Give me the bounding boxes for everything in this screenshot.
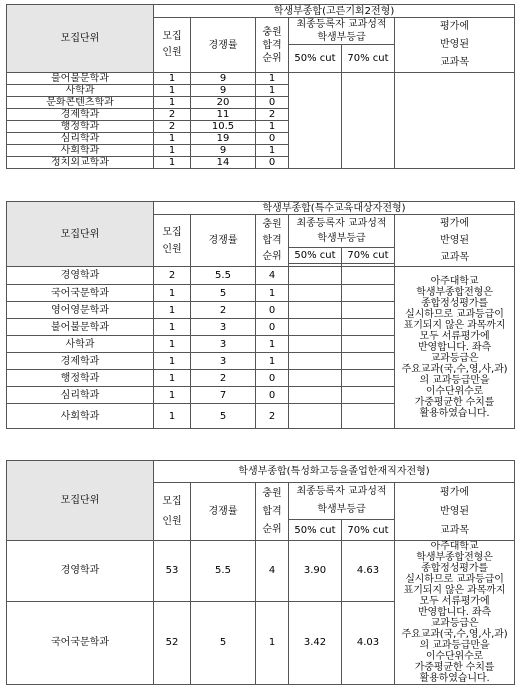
quota-cell: 1 <box>154 145 191 157</box>
header-cut50: 50% cut <box>289 45 342 73</box>
quota-cell: 1 <box>154 387 191 404</box>
waitlist-cell: 0 <box>256 370 289 387</box>
competition-cell: 3 <box>191 336 256 353</box>
quota-cell: 1 <box>154 97 191 109</box>
waitlist-cell: 2 <box>256 404 289 429</box>
competition-cell: 11 <box>191 109 256 121</box>
quota-cell: 1 <box>154 404 191 429</box>
unit-cell: 경영학과 <box>7 267 154 285</box>
unit-cell: 국어국문학과 <box>7 285 154 302</box>
header-quota: 모집 인원 <box>154 483 191 541</box>
waitlist-cell: 4 <box>256 541 289 602</box>
header-cut50: 50% cut <box>289 247 342 263</box>
waitlist-cell: 0 <box>256 387 289 404</box>
header-waitlist: 충원 합격 순위 <box>256 483 289 541</box>
header-cut70: 70% cut <box>342 247 395 263</box>
unit-cell: 사회학과 <box>7 404 154 429</box>
unit-cell: 사학과 <box>7 336 154 353</box>
unit-cell: 정치외교학과 <box>7 157 154 169</box>
competition-cell: 3 <box>191 353 256 370</box>
header-quota: 모집 인원 <box>154 215 191 267</box>
quota-cell: 2 <box>154 267 191 285</box>
unit-cell: 사학과 <box>7 85 154 97</box>
quota-cell: 1 <box>154 85 191 97</box>
header-quota: 모집 인원 <box>154 18 191 73</box>
cut50-cell: 3.42 <box>289 601 342 684</box>
header-unit: 모집단위 <box>7 5 154 73</box>
quota-cell: 1 <box>154 302 191 319</box>
unit-cell: 불어불문학과 <box>7 73 154 85</box>
competition-cell: 3 <box>191 319 256 336</box>
cut50-cell <box>289 267 342 285</box>
header-subjects: 평가에 반영된 교과목 <box>395 483 515 541</box>
competition-cell: 5 <box>191 285 256 302</box>
competition-cell: 14 <box>191 157 256 169</box>
competition-cell: 5.5 <box>191 541 256 602</box>
admission-table-1 <box>6 4 515 169</box>
note-cell: 아주대학교 학생부종합전형은 종합정성평가를 실시하므로 교과등급이 표기되지 않은 과목까지 모두 서류평가에 반영합니다. 좌측 교과등급은 주요교과(국,수,영,사,과) 의 교과등급만을 이수단위수로 가중평균한 수치를 활용하였습니다. <box>395 541 515 685</box>
header-cut70: 70% cut <box>342 520 395 541</box>
waitlist-cell: 1 <box>256 85 289 97</box>
waitlist-cell: 4 <box>256 267 289 285</box>
table-title: 학생부종합(고른기회2전형) <box>154 5 515 18</box>
waitlist-cell: 0 <box>256 319 289 336</box>
waitlist-cell: 2 <box>256 109 289 121</box>
subjects-cell <box>395 73 515 169</box>
competition-cell: 19 <box>191 133 256 145</box>
quota-cell: 2 <box>154 109 191 121</box>
cut50-cell <box>289 73 342 169</box>
quota-cell: 1 <box>154 157 191 169</box>
waitlist-cell: 1 <box>256 73 289 85</box>
unit-cell: 행정학과 <box>7 121 154 133</box>
header-competition: 경쟁률 <box>191 215 256 267</box>
unit-cell: 경제학과 <box>7 109 154 121</box>
competition-cell: 10.5 <box>191 121 256 133</box>
unit-cell: 심리학과 <box>7 133 154 145</box>
header-waitlist: 충원 합격 순위 <box>256 18 289 73</box>
unit-cell: 국어국문학과 <box>7 601 154 684</box>
quota-cell: 53 <box>154 541 191 602</box>
header-waitlist: 충원 합격 순위 <box>256 215 289 267</box>
header-competition: 경쟁률 <box>191 18 256 73</box>
competition-cell: 2 <box>191 370 256 387</box>
table-row <box>7 267 515 285</box>
quota-cell: 1 <box>154 336 191 353</box>
header-grade-group: 최종등록자 교과성적 학생부등급 <box>289 215 395 248</box>
unit-cell: 문화콘텐츠학과 <box>7 97 154 109</box>
unit-cell: 경영학과 <box>7 541 154 602</box>
unit-cell: 행정학과 <box>7 370 154 387</box>
competition-cell: 5 <box>191 601 256 684</box>
unit-cell: 경제학과 <box>7 353 154 370</box>
waitlist-cell: 0 <box>256 157 289 169</box>
waitlist-cell: 1 <box>256 145 289 157</box>
header-unit: 모집단위 <box>7 461 154 541</box>
cut50-cell: 3.90 <box>289 541 342 602</box>
table-row <box>7 73 515 85</box>
unit-cell: 영어영문학과 <box>7 302 154 319</box>
unit-cell: 심리학과 <box>7 387 154 404</box>
quota-cell: 1 <box>154 370 191 387</box>
waitlist-cell: 0 <box>256 302 289 319</box>
quota-cell: 1 <box>154 285 191 302</box>
competition-cell: 7 <box>191 387 256 404</box>
cut70-cell <box>342 73 395 169</box>
table-row <box>7 541 515 602</box>
unit-cell: 불어불문학과 <box>7 319 154 336</box>
quota-cell: 1 <box>154 353 191 370</box>
quota-cell: 1 <box>154 73 191 85</box>
waitlist-cell: 1 <box>256 336 289 353</box>
quota-cell: 1 <box>154 319 191 336</box>
waitlist-cell: 0 <box>256 97 289 109</box>
header-grade-group: 최종등록자 교과성적 학생부등급 <box>289 483 395 520</box>
competition-cell: 9 <box>191 73 256 85</box>
cut70-cell <box>342 267 395 285</box>
header-cut70: 70% cut <box>342 45 395 73</box>
competition-cell: 9 <box>191 145 256 157</box>
table-title: 학생부종합(특성화고등을졸업한재직자전형) <box>154 461 515 483</box>
cut70-cell: 4.63 <box>342 541 395 602</box>
waitlist-cell: 1 <box>256 353 289 370</box>
table-title: 학생부종합(특수교육대상자전형) <box>154 202 515 215</box>
cut70-cell: 4.03 <box>342 601 395 684</box>
header-competition: 경쟁률 <box>191 483 256 541</box>
quota-cell: 52 <box>154 601 191 684</box>
competition-cell: 20 <box>191 97 256 109</box>
competition-cell: 5 <box>191 404 256 429</box>
table3-body <box>7 541 515 685</box>
admission-table-3 <box>6 460 515 685</box>
waitlist-cell: 1 <box>256 121 289 133</box>
competition-cell: 9 <box>191 85 256 97</box>
competition-cell: 5.5 <box>191 267 256 285</box>
waitlist-cell: 1 <box>256 285 289 302</box>
quota-cell: 1 <box>154 133 191 145</box>
admission-table-2 <box>6 201 515 429</box>
quota-cell: 2 <box>154 121 191 133</box>
waitlist-cell: 0 <box>256 133 289 145</box>
unit-cell: 사회학과 <box>7 145 154 157</box>
table2-body <box>7 267 515 429</box>
header-subjects: 평가에 반영된 교과목 <box>395 215 515 267</box>
header-cut50: 50% cut <box>289 520 342 541</box>
header-subjects: 평가에 반영된 교과목 <box>395 18 515 73</box>
table1-body <box>7 73 515 169</box>
note-cell: 아주대학교 학생부종합전형은 종합정성평가를 실시하므로 교과등급이 표기되지 않은 과목까지 모두 서류평가에 반영합니다. 좌측 교과등급은 주요교과(국,수,영,사,과) 의 교과등급만을 이수단위수로 가중평균한 수치를 활용하였습니다. <box>395 267 515 429</box>
header-unit: 모집단위 <box>7 202 154 267</box>
header-grade-group: 최종등록자 교과성적 학생부등급 <box>289 18 395 45</box>
waitlist-cell: 1 <box>256 601 289 684</box>
competition-cell: 2 <box>191 302 256 319</box>
